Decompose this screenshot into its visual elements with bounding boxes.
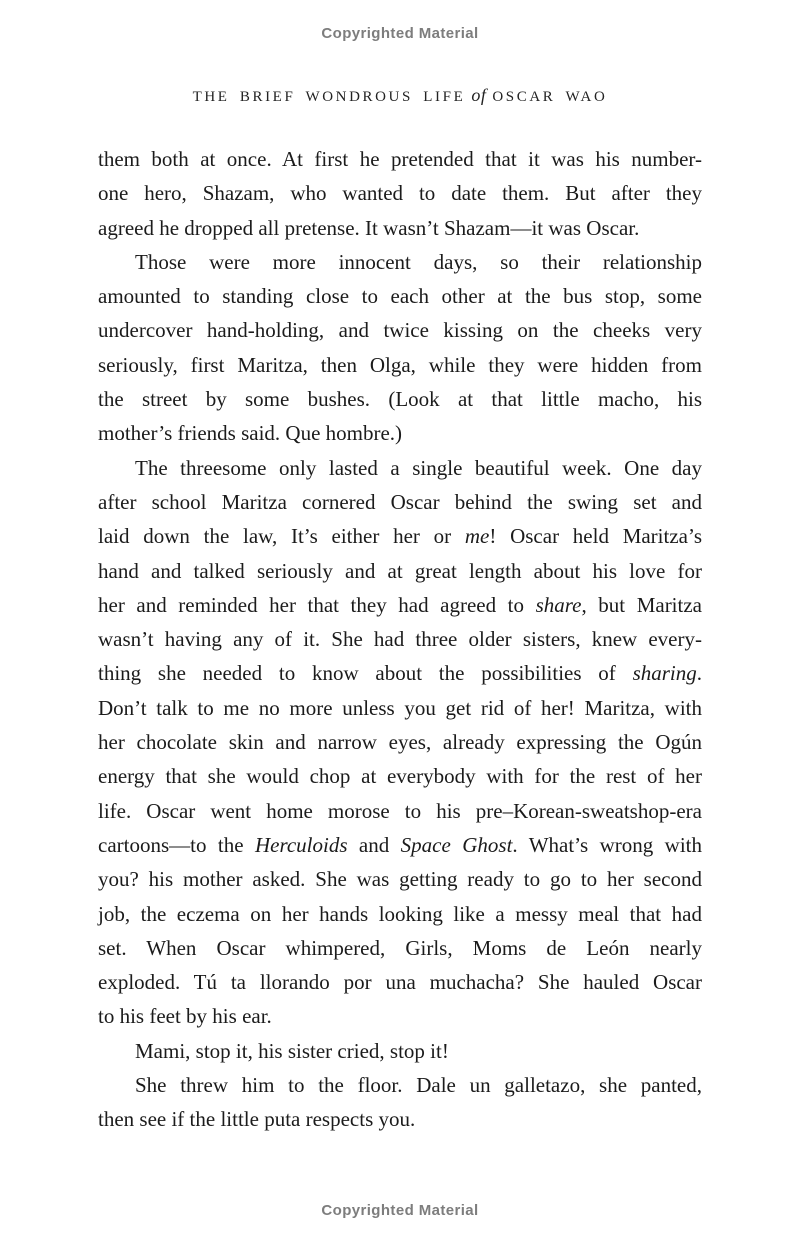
text-segment: hand and talked seriously and at great length about his love for xyxy=(98,558,702,583)
italic-text-segment: share xyxy=(535,592,582,617)
italic-text-segment: Space Ghost xyxy=(400,832,513,857)
text-line xyxy=(98,656,702,690)
text-line xyxy=(98,588,702,622)
text-line xyxy=(98,416,702,450)
text-line xyxy=(98,519,702,553)
text-segment: after school Maritza cornered Oscar behind the swing set and xyxy=(98,489,702,514)
text-line xyxy=(98,897,702,931)
text-segment: . What’s wrong with xyxy=(512,832,702,857)
text-segment: amounted to standing close to each other at the bus stop, some xyxy=(98,284,702,309)
text-line xyxy=(98,794,702,828)
text-segment: ! Oscar held Maritza’s xyxy=(489,524,702,549)
text-segment: laid down the law, It’s either her or xyxy=(98,524,465,549)
text-line xyxy=(98,1034,702,1068)
text-line xyxy=(98,965,702,999)
text-segment: Don’t talk to me no more unless you get rid of her! Maritza, with xyxy=(98,695,702,720)
copyright-notice-bottom: Copyrighted Material xyxy=(321,1202,479,1219)
text-line xyxy=(98,348,702,382)
text-segment: The threesome only lasted a single beautiful week. One day xyxy=(135,455,702,480)
page-body xyxy=(98,142,702,1137)
text-segment: Mami, stop it, his sister cried, stop it! xyxy=(135,1038,449,1063)
text-line xyxy=(98,759,702,793)
running-header-title-left: THE BRIEF WONDROUS LIFE xyxy=(192,89,466,105)
text-segment: her chocolate skin and narrow eyes, already expressing the Ogún xyxy=(98,730,702,755)
text-segment: exploded. Tú ta llorando por una muchacha? She hauled Oscar xyxy=(98,970,702,995)
text-segment: them both at once. At first he pretended that it was his number- xyxy=(98,147,702,171)
running-header xyxy=(0,85,800,106)
text-segment: thing she needed to know about the possibilities of xyxy=(98,661,633,686)
text-line xyxy=(98,485,702,519)
text-line xyxy=(98,862,702,896)
text-segment: Those were more innocent days, so their relationship xyxy=(135,249,702,274)
text-line xyxy=(98,313,702,347)
text-line xyxy=(98,142,702,176)
text-segment: undercover hand-holding, and twice kissing on the cheeks very xyxy=(98,318,702,343)
text-segment: the street by some bushes. (Look at that little macho, his xyxy=(98,387,702,412)
text-segment: , but Maritza xyxy=(581,592,702,617)
text-segment: life. Oscar went home morose to his pre–Korean-sweatshop-era xyxy=(98,798,702,823)
text-segment: and xyxy=(347,832,401,857)
text-line xyxy=(98,211,702,245)
text-segment: wasn’t having any of it. She had three older sisters, knew every- xyxy=(98,627,702,652)
text-line xyxy=(98,999,702,1033)
text-segment: job, the eczema on her hands looking like a messy meal that had xyxy=(98,901,702,926)
text-segment: one hero, Shazam, who wanted to date them. But after they xyxy=(98,181,702,206)
text-segment: energy that she would chop at everybody with for the rest of her xyxy=(98,764,702,789)
italic-text-segment: me xyxy=(464,524,490,549)
text-line xyxy=(98,725,702,759)
text-segment: cartoons—to the xyxy=(98,832,255,857)
running-header-title-of: of xyxy=(471,85,487,105)
text-segment: mother’s friends said. Que hombre.) xyxy=(98,421,403,446)
text-line xyxy=(98,1068,702,1102)
text-line xyxy=(98,691,702,725)
text-line xyxy=(98,451,702,485)
text-segment: set. When Oscar whimpered, Girls, Moms de León nearly xyxy=(98,935,702,960)
running-header-title-right: OSCAR WAO xyxy=(492,89,608,105)
text-line xyxy=(98,382,702,416)
copyright-notice-top: Copyrighted Material xyxy=(321,25,479,42)
text-line xyxy=(98,176,702,210)
text-segment: then see if the little puta respects you. xyxy=(98,1107,416,1132)
text-line xyxy=(98,554,702,588)
text-segment: agreed he dropped all pretense. It wasn’t Shazam—it was Oscar. xyxy=(98,215,640,240)
text-segment: her and reminded her that they had agreed to xyxy=(98,592,536,617)
text-segment: to his feet by his ear. xyxy=(98,1004,272,1029)
text-line xyxy=(98,1102,702,1136)
text-segment: you? his mother asked. She was getting ready to go to her second xyxy=(98,867,702,892)
italic-text-segment: sharing xyxy=(632,661,697,686)
text-segment: . xyxy=(696,661,702,686)
text-line xyxy=(98,931,702,965)
text-line xyxy=(98,245,702,279)
italic-text-segment: Herculoids xyxy=(254,832,348,857)
text-line xyxy=(98,622,702,656)
text-segment: seriously, first Maritza, then Olga, while they were hidden from xyxy=(98,352,702,377)
text-line xyxy=(98,279,702,313)
text-line xyxy=(98,828,702,862)
text-segment: She threw him to the floor. Dale un galletazo, she panted, xyxy=(135,1073,702,1098)
